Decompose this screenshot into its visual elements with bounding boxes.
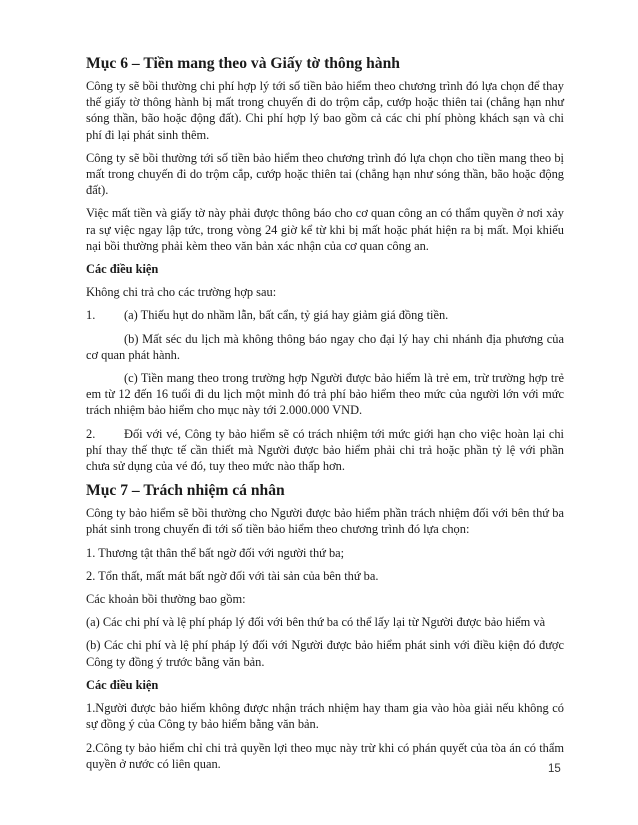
section-7-conditions-title: Các điều kiện xyxy=(86,677,159,692)
section-6-paragraph-1: Công ty sẽ bồi thường chi phí hợp lý tới số tiền bảo hiểm theo chương trình đó lựa chọn để thay thế giấy tờ thông hành bị mất trong chuyến đi do trộm cắp, cướp hoặc thiên tai (chẳng hạn như sóng thần, bão hoặc động đất). Chi phí hợp lý bao gồm cả các chi phí phòng khách sạn và chi phí đi lại phát sinh thêm. xyxy=(86,79,564,142)
section-7-paragraph-1: Công ty bảo hiểm sẽ bồi thường cho Người được bảo hiểm phần trách nhiệm đối với bên thứ ba phát sinh trong chuyến đi tới số tiền bảo hiểm theo chương trình đó lựa chọn: xyxy=(86,506,564,537)
page-content xyxy=(86,54,564,779)
section-6-item-2 xyxy=(86,426,564,475)
section-6-paragraph-3: Việc mất tiền và giấy tờ này phải được thông báo cho cơ quan công an có thẩm quyền ở nơi xảy ra sự việc ngay lập tức, trong vòng 24 giờ kể từ khi bị mất hoặc phát hiện ra bị mất. Mọi khiếu nại bồi thường phải kèm theo văn bản xác nhận của cơ quan công an. xyxy=(86,206,564,253)
section-7-heading: Mục 7 – Trách nhiệm cá nhân xyxy=(86,482,285,500)
section-7-condition-2: 2.Công ty bảo hiểm chỉ chi trả quyền lợi theo mục này trừ khi có phán quyết của tòa án có thẩm quyền ở nước có liên quan. xyxy=(86,740,564,771)
section-6-item-1c: (c) Tiền mang theo trong trường hợp Người được bảo hiểm là trẻ em, trừ trường hợp trẻ em từ 12 đến 16 tuổi đi du lịch một mình đó trả phí bảo hiểm theo mức của người lớn với mức trách nhiệm bảo hiểm cho mục này tới 2.000.000 VND. xyxy=(86,371,564,418)
section-7-item-2: 2. Tổn thất, mất mát bất ngờ đối với tài sản của bên thứ ba. xyxy=(86,568,379,583)
item-text: (a) Thiếu hụt do nhầm lẫn, bất cẩn, tỷ giá hay giảm giá đồng tiền. xyxy=(124,308,449,323)
section-6-item-1b: (b) Mất séc du lịch mà không thông báo ngay cho đại lý hay chi nhánh địa phương của cơ quan phát hành. xyxy=(86,331,564,362)
section-7-item-1: 1. Thương tật thân thể bất ngờ đối với người thứ ba; xyxy=(86,545,345,560)
section-6-conditions-title: Các điều kiện xyxy=(86,262,159,277)
section-6-heading: Mục 6 – Tiền mang theo và Giấy tờ thông hành xyxy=(86,55,400,72)
section-7-item-b: (b) Các chi phí và lệ phí pháp lý đối với Người được bảo hiểm phát sinh với điều kiện đó được Công ty đồng ý trước bằng văn bản. xyxy=(86,638,564,669)
section-7-paragraph-4: Các khoản bồi thường bao gồm: xyxy=(86,592,246,607)
section-6-paragraph-2: Công ty sẽ bồi thường tới số tiền bảo hiểm theo chương trình đó lựa chọn cho tiền mang theo bị mất trong chuyến đi do trộm cắp, cướp hoặc thiên tai (chẳng hạn như sóng thần, bão hoặc động đất). xyxy=(86,150,564,198)
item-number: 1. xyxy=(86,308,96,323)
item-number: 2. xyxy=(86,426,96,441)
item-text: Đối với vé, Công ty bảo hiểm sẽ có trách nhiệm tới mức giới hạn cho việc hoàn lại chi phí thay thế thực tế cần thiết mà Người được bảo hiểm phải chi trả hoặc phần tỷ lệ với phần chưa sử dụng của vé đó, tuy theo mức nào thấp hơn. xyxy=(86,426,564,474)
section-7-condition-1: 1.Người được bảo hiểm không được nhận trách nhiệm hay tham gia vào hòa giải nếu không có sự đồng ý của Công ty bảo hiểm bằng văn bản. xyxy=(86,701,564,732)
section-6-conditions-intro: Không chi trả cho các trường hợp sau: xyxy=(86,285,277,300)
section-7-item-a: (a) Các chi phí và lệ phí pháp lý đối với bên thứ ba có thể lấy lại từ Người được bảo hiểm và xyxy=(86,615,546,630)
page-number: 15 xyxy=(548,763,561,775)
section-6-item-1a xyxy=(86,307,564,323)
